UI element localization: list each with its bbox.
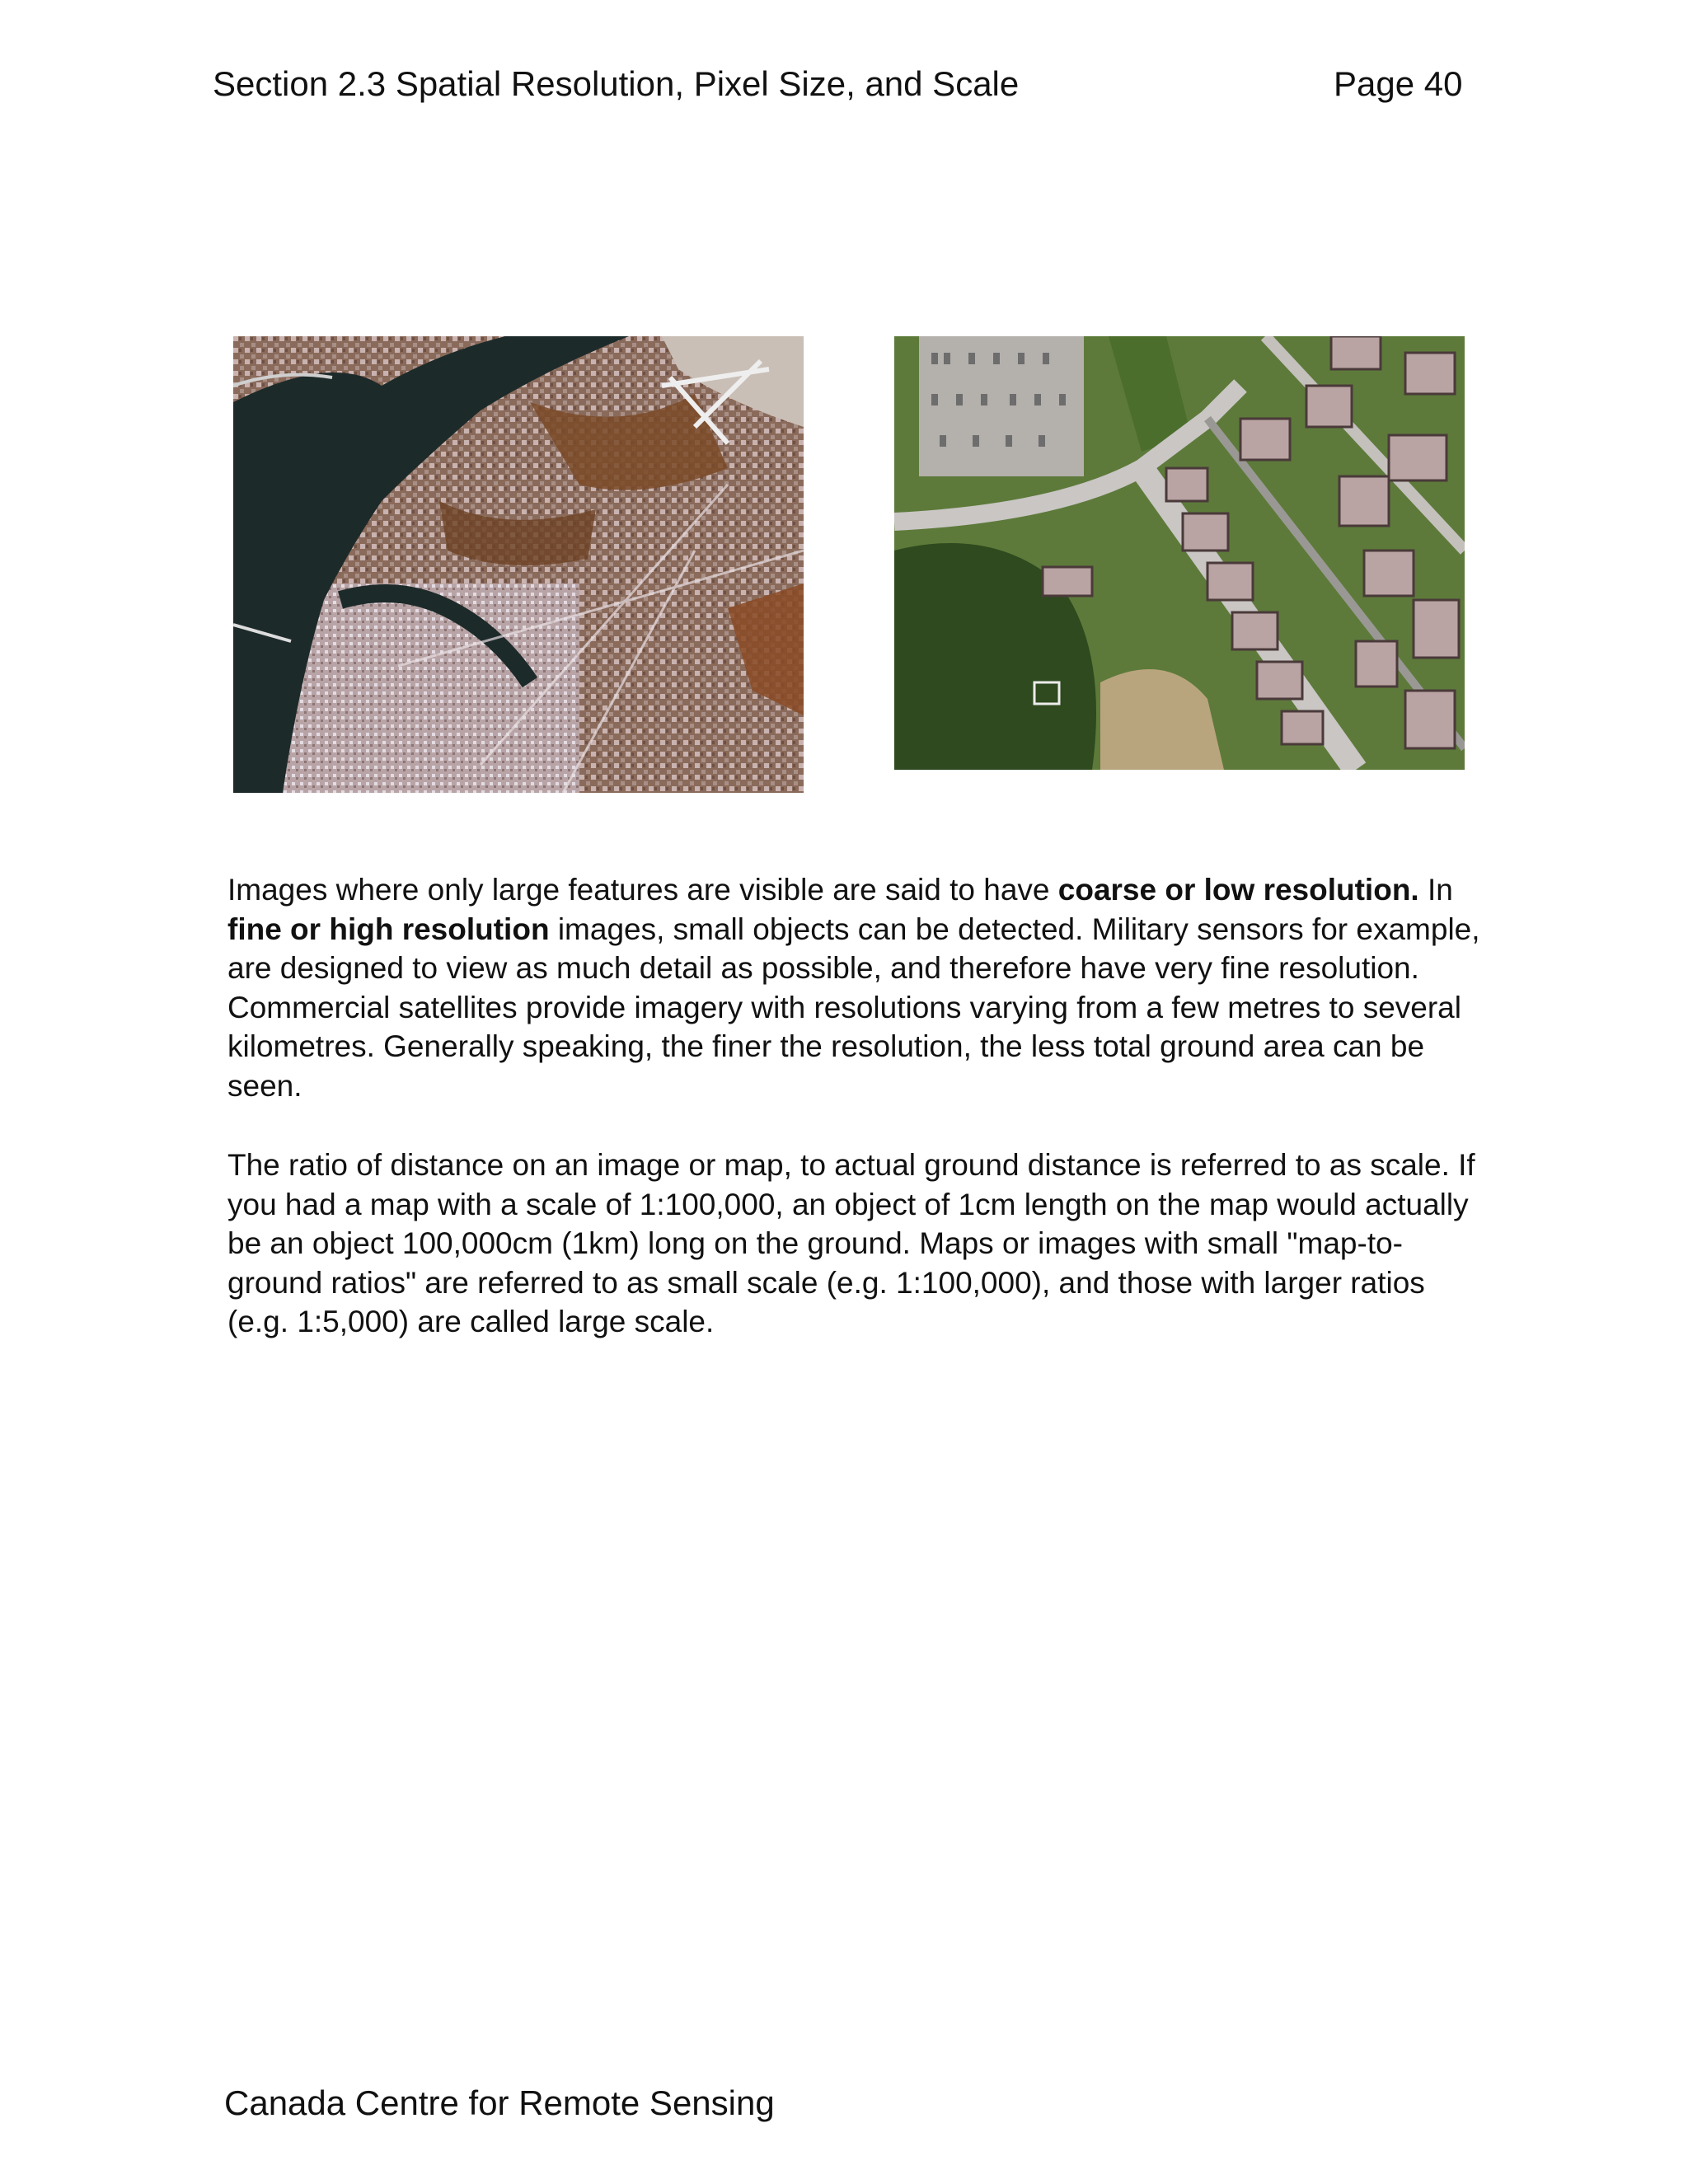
section-title: Section 2.3 Spatial Resolution, Pixel Size, and Scale — [213, 64, 1020, 103]
paragraph-resolution-text-2: In — [1418, 873, 1453, 907]
paragraph-resolution-text-3: images, small objects can be detected. Military sensors for example, are designed to view as much detail as possible, and therefore have very fine resolution. Commercial satellites provide imagery with resolutions varying from a few metres to several kilometres. Generally speaking, the finer the resolution, the less total ground area can be seen. — [227, 912, 1480, 1103]
coarse-resolution-image — [233, 336, 804, 793]
page-number: Page 40 — [1334, 64, 1463, 103]
satellite-photo-fine-icon — [894, 336, 1465, 770]
paragraph-resolution-text-1: Images where only large features are visible are said to have — [227, 873, 1058, 907]
paragraph-resolution — [227, 870, 1480, 1106]
fine-resolution-image — [894, 336, 1465, 770]
paragraph-scale: The ratio of distance on an image or map, to actual ground distance is referred to as scale. If you had a map with a scale of 1:100,000, an object of 1cm length on the map would actually be an object 100,000cm (1km) long on the ground. Maps or images with small "map-to-ground ratios" are referred to as small scale (e.g. 1:100,000), and those with larger ratios (e.g. 1:5,000) are called large scale. — [227, 1148, 1475, 1339]
satellite-photo-coarse-icon — [233, 336, 804, 793]
term-fine-resolution: fine or high resolution — [227, 912, 550, 946]
term-coarse-resolution: coarse or low resolution. — [1057, 873, 1419, 907]
footer-organization: Canada Centre for Remote Sensing — [224, 2083, 775, 2122]
